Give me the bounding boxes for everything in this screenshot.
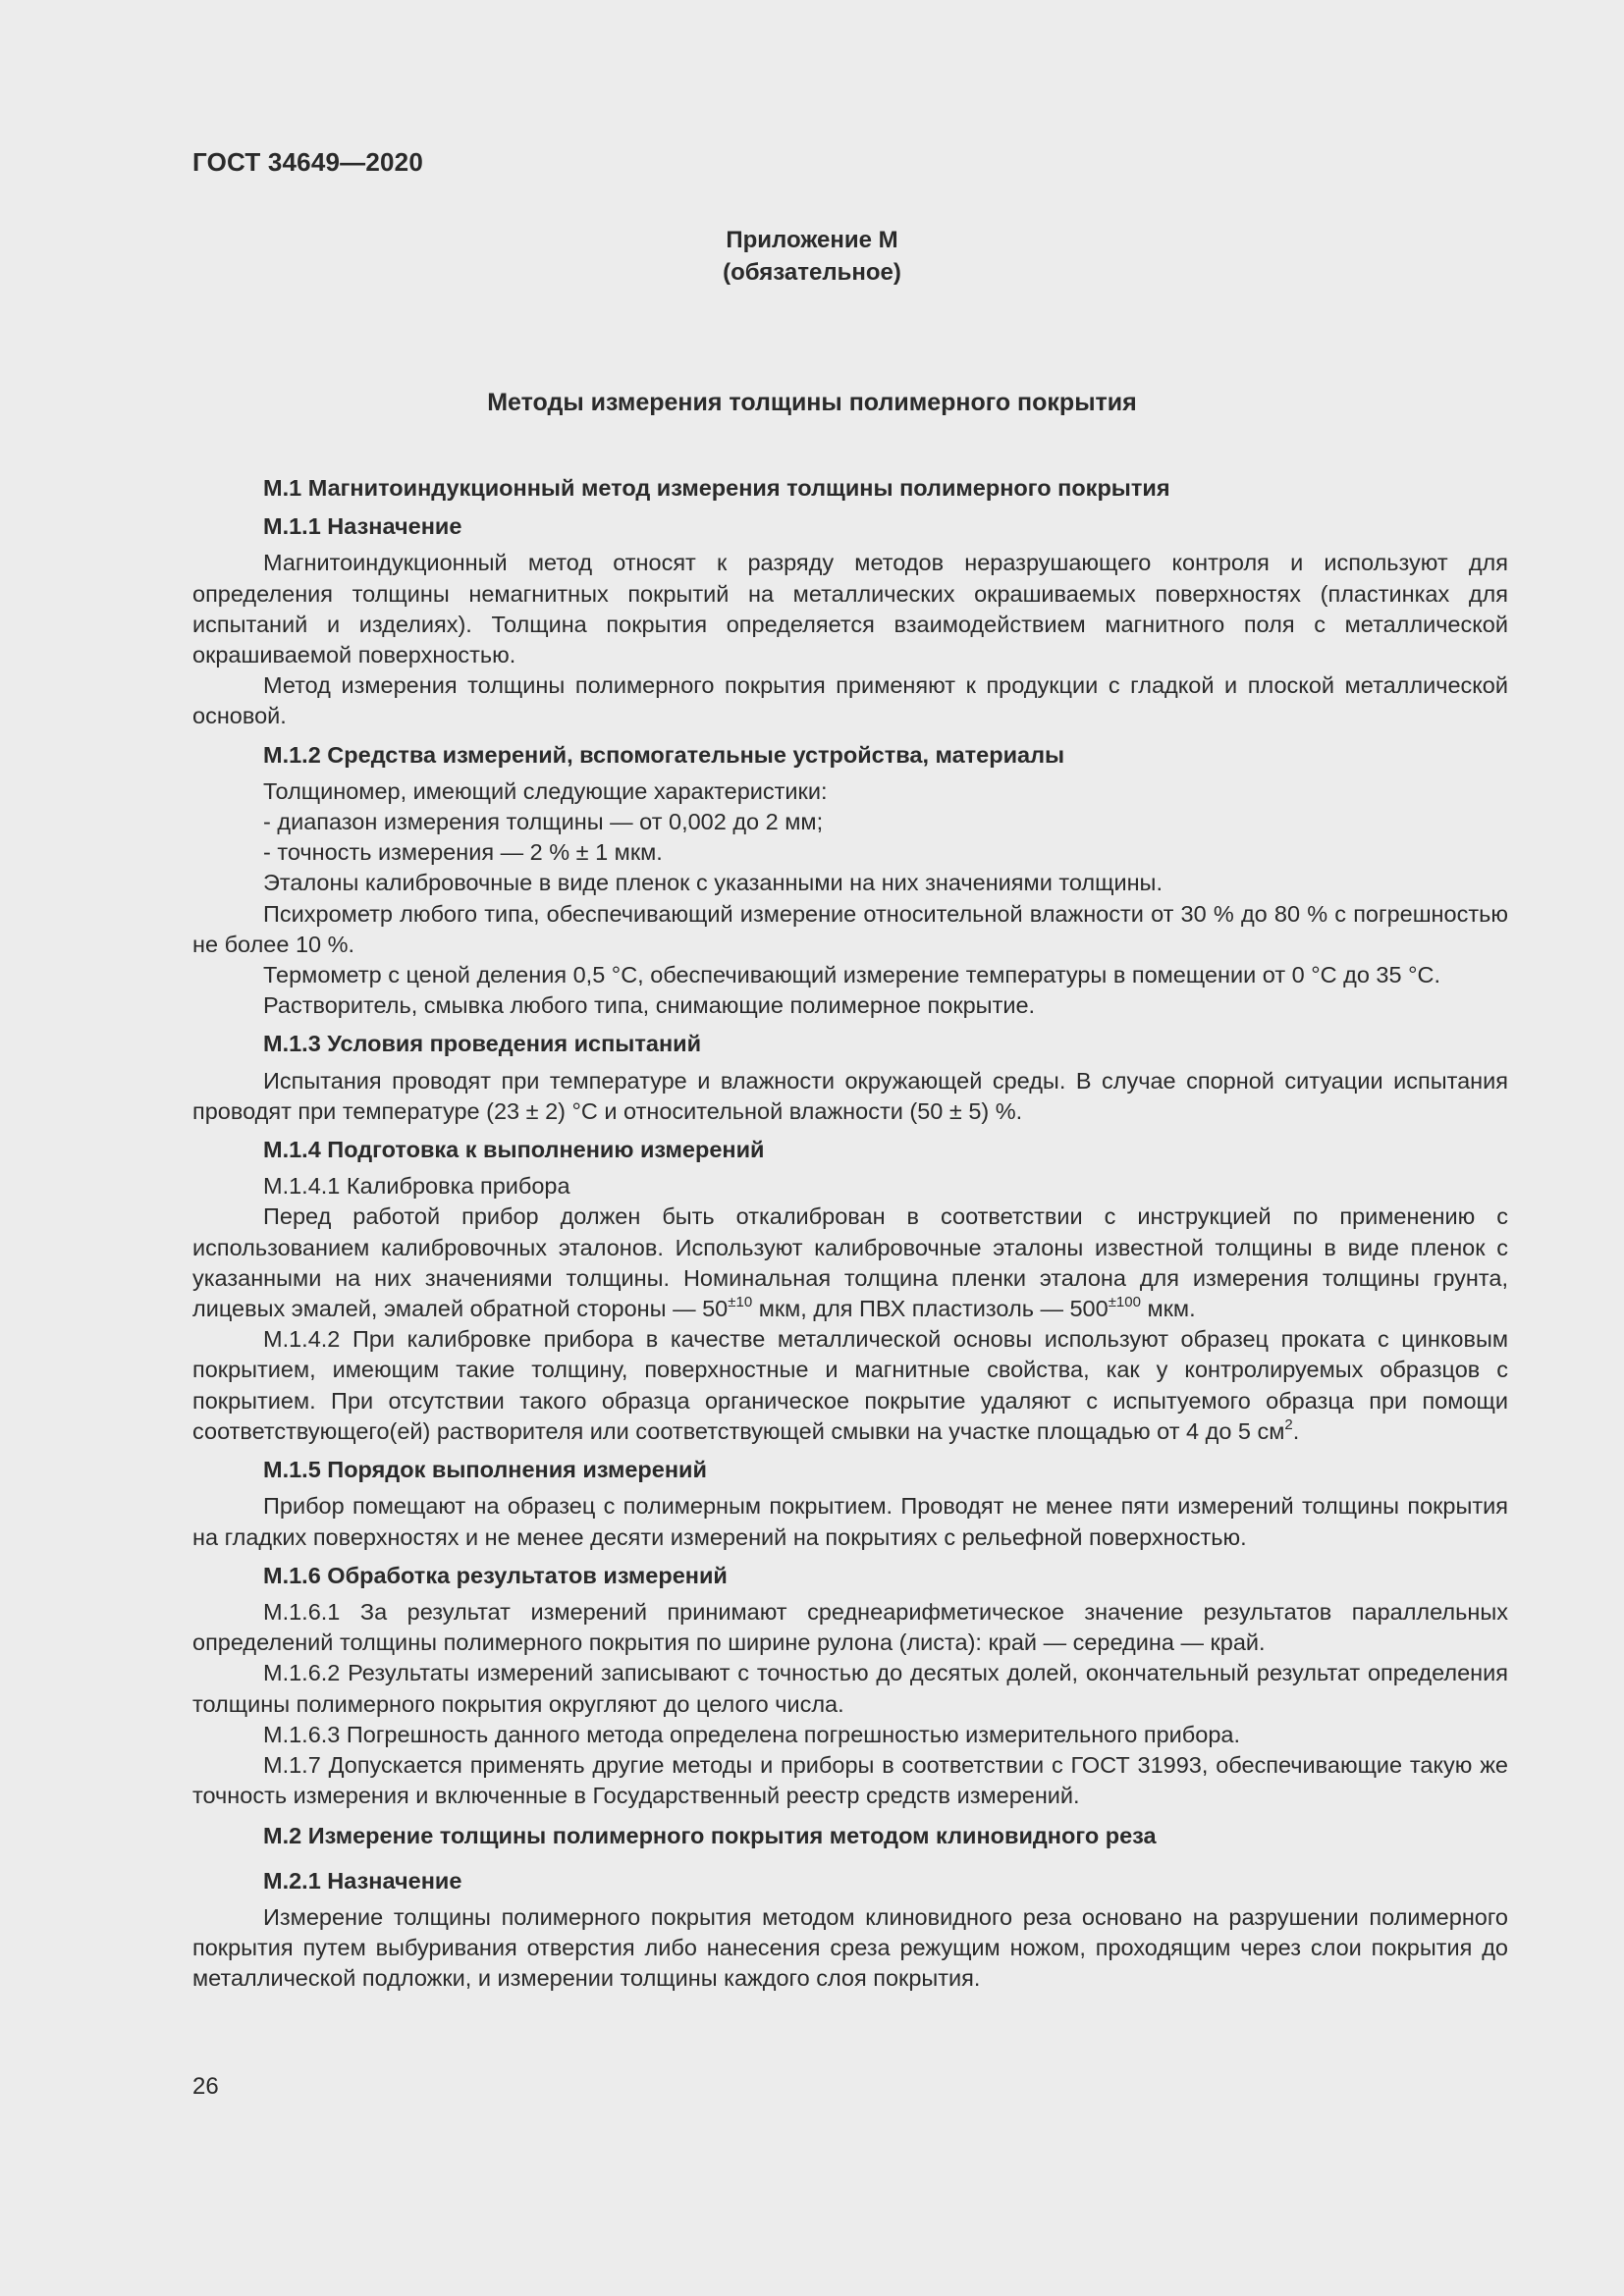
list-item: - точность измерения — 2 % ± 1 мкм. [263,839,663,866]
paragraph: Метод измерения толщины полимерного покрытия применяют к продукции с гладкой и плоской металлической основой. [192,672,1508,729]
paragraph: Растворитель, смывка любого типа, снимающие полимерное покрытие. [263,992,1036,1019]
section-heading-m2-1: М.2.1 Назначение [263,1867,462,1894]
unit-superscript: 2 [1284,1415,1293,1433]
paragraph: Психрометр любого типа, обеспечивающий измерение относительной влажности от 30 % до 80 % с погрешностью не более 10 %. [192,900,1508,957]
section-heading-m1-2: М.1.2 Средства измерений, вспомогательные устройства, материалы [263,741,1065,768]
tolerance-superscript: ±100 [1108,1294,1141,1311]
paragraph: М.1.6.3 Погрешность данного метода определена погрешностью измерительного прибора. [263,1721,1241,1747]
paragraph: Перед работой прибор должен быть откалиброван в соответствии с инструкцией по применению с использованием калибровочных эталонов. Используют калибровочные эталоны известной толщины в виде пленок с указанными на них значениями толщины. Номинальная толщина пленки эталона для измерения толщины грунта, лицевых эмалей, эмалей обратной стороны — $50^{\pm 10}$ мкм, для ПВХ пластизоль — $500^{\pm 100}$ мкм. [192,1203,1508,1322]
subsection-title: М.1.4.1 Калибровка прибора [263,1173,570,1200]
document-code: ГОСТ 34649—2020 [192,147,423,177]
paragraph: М.1.7 Допускается применять другие методы и приборы в соответствии с ГОСТ 31993, обеспечивающие такую же точность измерения и включенные в Государственный реестр средств измерений. [192,1751,1508,1809]
paragraph: Прибор помещают на образец с полимерным покрытием. Проводят не менее пяти измерений толщины покрытия на гладких поверхностях и не менее десяти измерений на покрытиях с рельефной поверхностью. [192,1493,1508,1550]
appendix-title: Приложение М [726,227,898,253]
appendix-header [0,224,1624,289]
paragraph: Толщиномер, имеющий следующие характеристики: [263,777,828,804]
paragraph: М.1.6.2 Результаты измерений записывают с точностью до десятых долей, окончательный результат определения толщины полимерного покрытия округляют до целого числа. [192,1660,1508,1717]
section-heading-m1-1: М.1.1 Назначение [263,513,462,540]
section-heading-m1-5: М.1.5 Порядок выполнения измерений [263,1457,707,1483]
paragraph: М.1.6.1 За результат измерений принимают среднеарифметическое значение результатов параллельных определений толщины полимерного покрытия по ширине рулона (листа): край — середина — край. [192,1598,1508,1656]
paragraph: М.1.4.2 При калибровке прибора в качестве металлической основы используют образец проката с цинковым покрытием, имеющим такие толщину, поверхностные и магнитные свойства, как у контролируемых образцов с покрытием. При отсутствии такого образца органическое покрытие удаляют с испытуемого образца при помощи соответствующего(ей) растворителя или соответствующей смывки на участке площадью от 4 до 5 $см^2$. [192,1326,1508,1444]
section-heading-m1: М.1 Магнитоиндукционный метод измерения толщины полимерного покрытия [263,475,1170,501]
paragraph: Магнитоиндукционный метод относят к разряду методов неразрушающего контроля и используют для определения толщины немагнитных покрытий на металлических окрашиваемых поверхностях (пластинках для испытаний и изделиях). Толщина покрытия определяется взаимодействием магнитного поля с металлической окрашиваемой поверхностью. [192,550,1508,668]
page-title: Методы измерения толщины полимерного покрытия [487,389,1137,416]
document-body [192,465,1508,1994]
section-heading-m2: М.2 Измерение толщины полимерного покрытия методом клиновидного реза [263,1823,1157,1849]
list-item: - диапазон измерения толщины — от 0,002 до 2 мм; [263,809,824,835]
paragraph: Испытания проводят при температуре и влажности окружающей среды. В случае спорной ситуации испытания проводят при температуре (23 ± 2) °С и относительной влажности (50 ± 5) %. [192,1067,1508,1124]
appendix-status: (обязательное) [723,259,901,286]
paragraph: Измерение толщины полимерного покрытия методом клиновидного реза основано на разрушении полимерного покрытия путем выбуривания отверстия либо нанесения среза режущим ножом, проходящим через слои покрытия до металлической подложки, и измерении толщины каждого слоя покрытия. [192,1903,1508,1992]
tolerance-superscript: ±10 [728,1294,753,1311]
paragraph: Эталоны калибровочные в виде пленок с указанными на них значениями толщины. [263,870,1163,896]
section-heading-m1-4: М.1.4 Подготовка к выполнению измерений [263,1137,765,1163]
section-heading-m1-6: М.1.6 Обработка результатов измерений [263,1562,728,1588]
page-number: 26 [192,2073,219,2100]
paragraph: Термометр с ценой деления 0,5 °С, обеспечивающий измерение температуры в помещении от 0 °С до 35 °С. [263,962,1440,988]
section-heading-m1-3: М.1.3 Условия проведения испытаний [263,1031,702,1057]
